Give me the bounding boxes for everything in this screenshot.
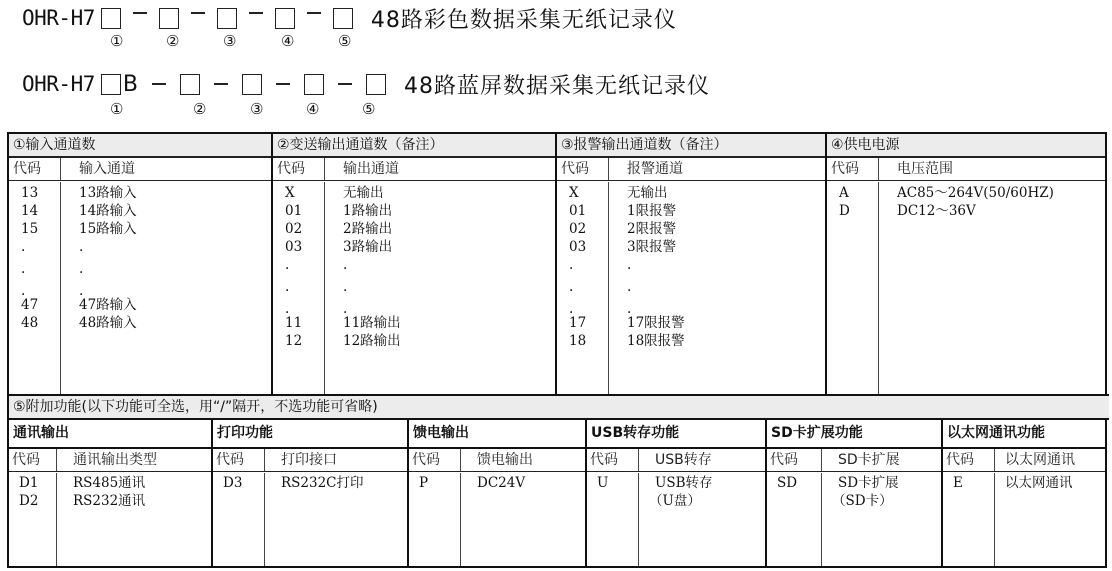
option-row	[557, 300, 825, 317]
option-row	[587, 492, 765, 510]
main-options-section	[9, 134, 1105, 394]
option-row	[9, 260, 271, 282]
column-headers	[273, 158, 555, 181]
option-code: A	[839, 185, 849, 201]
option-code: 02	[285, 221, 303, 237]
option-row	[273, 278, 555, 300]
option-code: .	[569, 257, 574, 273]
slot-marker: ③	[223, 32, 237, 50]
option-row	[9, 282, 271, 299]
option-code: P	[419, 475, 429, 491]
code-slot-1	[101, 74, 121, 95]
code-column-header: 代码	[557, 158, 609, 180]
desc-column-header: SD卡扩展	[838, 452, 900, 468]
option-desc: （U盘）	[649, 493, 701, 509]
option-row	[827, 202, 1105, 220]
addon-group-body	[587, 473, 765, 566]
option-row	[557, 238, 825, 256]
option-row	[9, 474, 211, 492]
column-headers	[9, 449, 211, 472]
addon-functions-section	[9, 420, 1105, 566]
slot-marker: ⑤	[338, 32, 352, 50]
option-row	[273, 184, 555, 202]
separator-dash	[338, 83, 352, 85]
option-row	[9, 220, 271, 238]
model-title: 48路蓝屏数据采集无纸记录仪	[403, 73, 710, 99]
column-headers	[943, 449, 1105, 472]
section-power-supply	[827, 134, 1105, 394]
column-headers	[9, 158, 271, 181]
option-desc: 无输出	[343, 185, 384, 201]
addon-group-body	[409, 473, 585, 566]
code-slot-3	[217, 8, 237, 29]
column-headers	[557, 158, 825, 181]
model-selection-table	[7, 132, 1107, 568]
option-desc: .	[343, 257, 348, 273]
option-desc: .	[627, 279, 632, 295]
addon-group-title: USB转存功能	[587, 420, 765, 449]
option-row	[273, 220, 555, 238]
option-desc: .	[627, 257, 632, 273]
option-row	[557, 278, 825, 300]
section-header: ④供电电源	[827, 134, 1105, 158]
addon-group-title: 通讯输出	[9, 420, 211, 449]
addon-group-title: SD卡扩展功能	[767, 420, 941, 449]
code-column-header: 代码	[827, 158, 879, 180]
section-header: ②变送输出通道数（备注）	[273, 134, 555, 158]
desc-column-header: 通讯输出类型	[73, 452, 157, 468]
slot-marker: ③	[250, 100, 264, 118]
option-row	[409, 474, 585, 492]
option-rows	[943, 474, 1105, 492]
option-desc: 11路输出	[343, 315, 401, 331]
option-row	[557, 256, 825, 278]
code-column-header: 代码	[409, 449, 461, 471]
option-desc: 2限报警	[627, 221, 677, 237]
code-column-header: 代码	[273, 158, 325, 180]
addon-group-title: 馈电输出	[409, 420, 585, 449]
option-code: SD	[777, 475, 798, 491]
separator-dash	[249, 12, 263, 14]
option-row	[273, 202, 555, 220]
column-headers	[827, 158, 1105, 181]
desc-column-header: 输出通道	[343, 161, 399, 177]
option-row	[557, 220, 825, 238]
separator-dash	[307, 12, 321, 14]
option-desc: 12路输出	[343, 333, 401, 349]
option-rows	[273, 184, 555, 350]
column-headers	[409, 449, 585, 472]
column-headers	[213, 449, 407, 472]
option-rows	[557, 184, 825, 350]
option-code	[587, 492, 639, 510]
option-desc: .	[79, 261, 84, 277]
option-desc: .	[343, 301, 348, 317]
addon-group-sd-card	[767, 420, 943, 566]
option-desc: 以太网通讯	[1005, 475, 1073, 491]
code-slot-3	[242, 74, 262, 95]
section-body	[557, 182, 825, 394]
option-rows	[409, 474, 585, 492]
option-code: D2	[19, 493, 39, 509]
option-code: E	[953, 475, 963, 491]
slot-marker: ④	[306, 100, 320, 118]
option-row	[213, 474, 407, 492]
option-desc: 1限报警	[627, 203, 677, 219]
desc-column-header: 打印接口	[281, 452, 337, 468]
option-rows	[9, 474, 211, 510]
option-desc: 18限报警	[627, 333, 685, 349]
code-slot-2	[159, 8, 179, 29]
addon-group-print	[213, 420, 409, 566]
option-rows	[767, 474, 941, 510]
addon-group-body	[213, 473, 407, 566]
option-desc: DC12～36V	[897, 203, 976, 219]
option-rows	[827, 184, 1105, 220]
addon-group-comm-output	[9, 420, 213, 566]
section-body	[827, 182, 1105, 394]
option-code: 13	[21, 185, 39, 201]
option-row	[9, 492, 211, 510]
code-column-header: 代码	[213, 449, 265, 471]
slot-marker: ④	[281, 32, 295, 50]
option-row	[767, 492, 941, 510]
code-slot-5	[366, 74, 386, 95]
addon-group-body	[767, 473, 941, 566]
option-row	[557, 314, 825, 332]
model-title: 48路彩色数据采集无纸记录仪	[370, 7, 677, 33]
option-row	[9, 296, 271, 314]
slot-marker: ①	[110, 100, 124, 118]
code-column-header: 代码	[767, 449, 822, 471]
option-desc: DC24V	[477, 475, 526, 491]
option-desc: AC85～264V(50/60HZ)	[897, 185, 1054, 201]
column-headers	[767, 449, 941, 472]
addon-group-feed-output	[409, 420, 587, 566]
option-code: 48	[21, 315, 39, 331]
option-desc: RS485通讯	[73, 475, 146, 491]
slot-marker: ②	[193, 100, 207, 118]
section-input-channels	[9, 134, 273, 394]
option-row	[9, 202, 271, 220]
column-headers	[587, 449, 765, 472]
option-desc: 14路输入	[79, 203, 137, 219]
model-prefix: OHR-H7	[22, 6, 95, 30]
option-row	[9, 314, 271, 332]
addon-group-body	[9, 473, 211, 566]
option-code: D3	[223, 475, 243, 491]
section-header: ①输入通道数	[9, 134, 271, 158]
model-code-line-blue	[22, 68, 710, 100]
option-desc: 2路输出	[343, 221, 393, 237]
addon-group-title: 打印功能	[213, 420, 407, 449]
option-code: X	[285, 185, 295, 201]
option-code: 15	[21, 221, 39, 237]
code-slot-4	[275, 8, 295, 29]
separator-dash	[191, 12, 205, 14]
option-code: .	[21, 261, 26, 277]
option-code: 11	[285, 315, 303, 331]
option-code: 01	[569, 203, 587, 219]
option-code: 14	[21, 203, 39, 219]
option-code: 12	[285, 333, 303, 349]
option-code: 02	[569, 221, 587, 237]
option-code: .	[569, 301, 574, 317]
option-desc: （SD卡）	[832, 493, 893, 509]
option-desc: 15路输入	[79, 221, 137, 237]
option-code: 18	[569, 333, 587, 349]
separator-dash	[152, 83, 166, 85]
slot-marker: ②	[166, 32, 180, 50]
addon-group-usb-storage	[587, 420, 767, 566]
desc-column-header: USB转存	[655, 452, 712, 468]
option-row	[557, 184, 825, 202]
option-desc: 3限报警	[627, 239, 677, 255]
addon-functions-header: ⑤附加功能(以下功能可全选，用“/”隔开，不选功能可省略)	[9, 394, 1109, 420]
option-code: .	[285, 257, 290, 273]
option-row	[767, 474, 941, 492]
option-row	[943, 474, 1105, 492]
option-desc: 3路输出	[343, 239, 393, 255]
code-slot-1	[101, 8, 121, 29]
model-suffix-char: B	[122, 71, 138, 97]
slot-marker: ①	[110, 32, 124, 50]
option-desc: .	[627, 301, 632, 317]
option-code: U	[597, 475, 609, 491]
option-desc: 48路输入	[79, 315, 137, 331]
option-code: 17	[569, 315, 587, 331]
section-body	[9, 182, 271, 394]
section-transmitter-outputs	[273, 134, 557, 394]
desc-column-header: 输入通道	[79, 161, 135, 177]
option-desc: .	[79, 283, 84, 299]
option-row	[273, 332, 555, 350]
option-desc: 47路输入	[79, 297, 137, 313]
desc-column-header: 以太网通讯	[1005, 452, 1075, 468]
option-desc: .	[79, 239, 84, 255]
code-slot-5	[333, 8, 353, 29]
desc-column-header: 电压范围	[897, 161, 953, 177]
code-slot-4	[304, 74, 324, 95]
option-desc: RS232通讯	[73, 493, 146, 509]
option-code	[767, 492, 822, 510]
option-code: .	[569, 279, 574, 295]
desc-column-header: 报警通道	[627, 161, 683, 177]
option-code: .	[285, 301, 290, 317]
option-row	[9, 238, 271, 260]
option-desc: 13路输入	[79, 185, 137, 201]
option-code: 03	[285, 239, 303, 255]
slot-marker: ⑤	[362, 100, 376, 118]
section-alarm-outputs	[557, 134, 827, 394]
addon-group-ethernet	[943, 420, 1105, 566]
option-code: 01	[285, 203, 303, 219]
desc-column-header: 馈电输出	[477, 452, 533, 468]
addon-group-title: 以太网通讯功能	[943, 420, 1105, 449]
option-code: .	[21, 283, 26, 299]
code-column-header: 代码	[587, 449, 639, 471]
option-code: 03	[569, 239, 587, 255]
option-code: D1	[19, 475, 39, 491]
option-rows	[213, 474, 407, 492]
section-body	[273, 182, 555, 394]
option-desc: RS232C打印	[281, 475, 364, 491]
option-row	[273, 256, 555, 278]
code-column-header: 代码	[9, 449, 57, 471]
option-code: .	[285, 279, 290, 295]
option-rows	[9, 184, 271, 332]
option-row	[557, 332, 825, 350]
option-rows	[587, 474, 765, 510]
option-row	[9, 184, 271, 202]
option-code: X	[569, 185, 579, 201]
option-desc: USB转存	[655, 475, 713, 491]
model-code-line-color	[22, 2, 677, 34]
option-row	[557, 202, 825, 220]
model-prefix: OHR-H7	[22, 72, 95, 96]
option-desc: 无输出	[627, 185, 668, 201]
separator-dash	[276, 83, 290, 85]
addon-group-body	[943, 473, 1105, 566]
option-row	[273, 314, 555, 332]
option-desc: 17限报警	[627, 315, 685, 331]
option-code: D	[839, 203, 850, 219]
option-row	[587, 474, 765, 492]
option-desc: 1路输出	[343, 203, 393, 219]
code-column-header: 代码	[9, 158, 61, 180]
option-desc: .	[343, 279, 348, 295]
option-code: .	[21, 239, 26, 255]
option-row	[273, 300, 555, 317]
option-row	[273, 238, 555, 256]
separator-dash	[133, 12, 147, 14]
option-code: 47	[21, 297, 39, 313]
separator-dash	[214, 83, 228, 85]
option-row	[827, 184, 1105, 202]
section-header: ③报警输出通道数（备注）	[557, 134, 825, 158]
code-slot-2	[180, 74, 200, 95]
code-column-header: 代码	[943, 449, 995, 471]
option-desc: SD卡扩展	[838, 475, 899, 491]
